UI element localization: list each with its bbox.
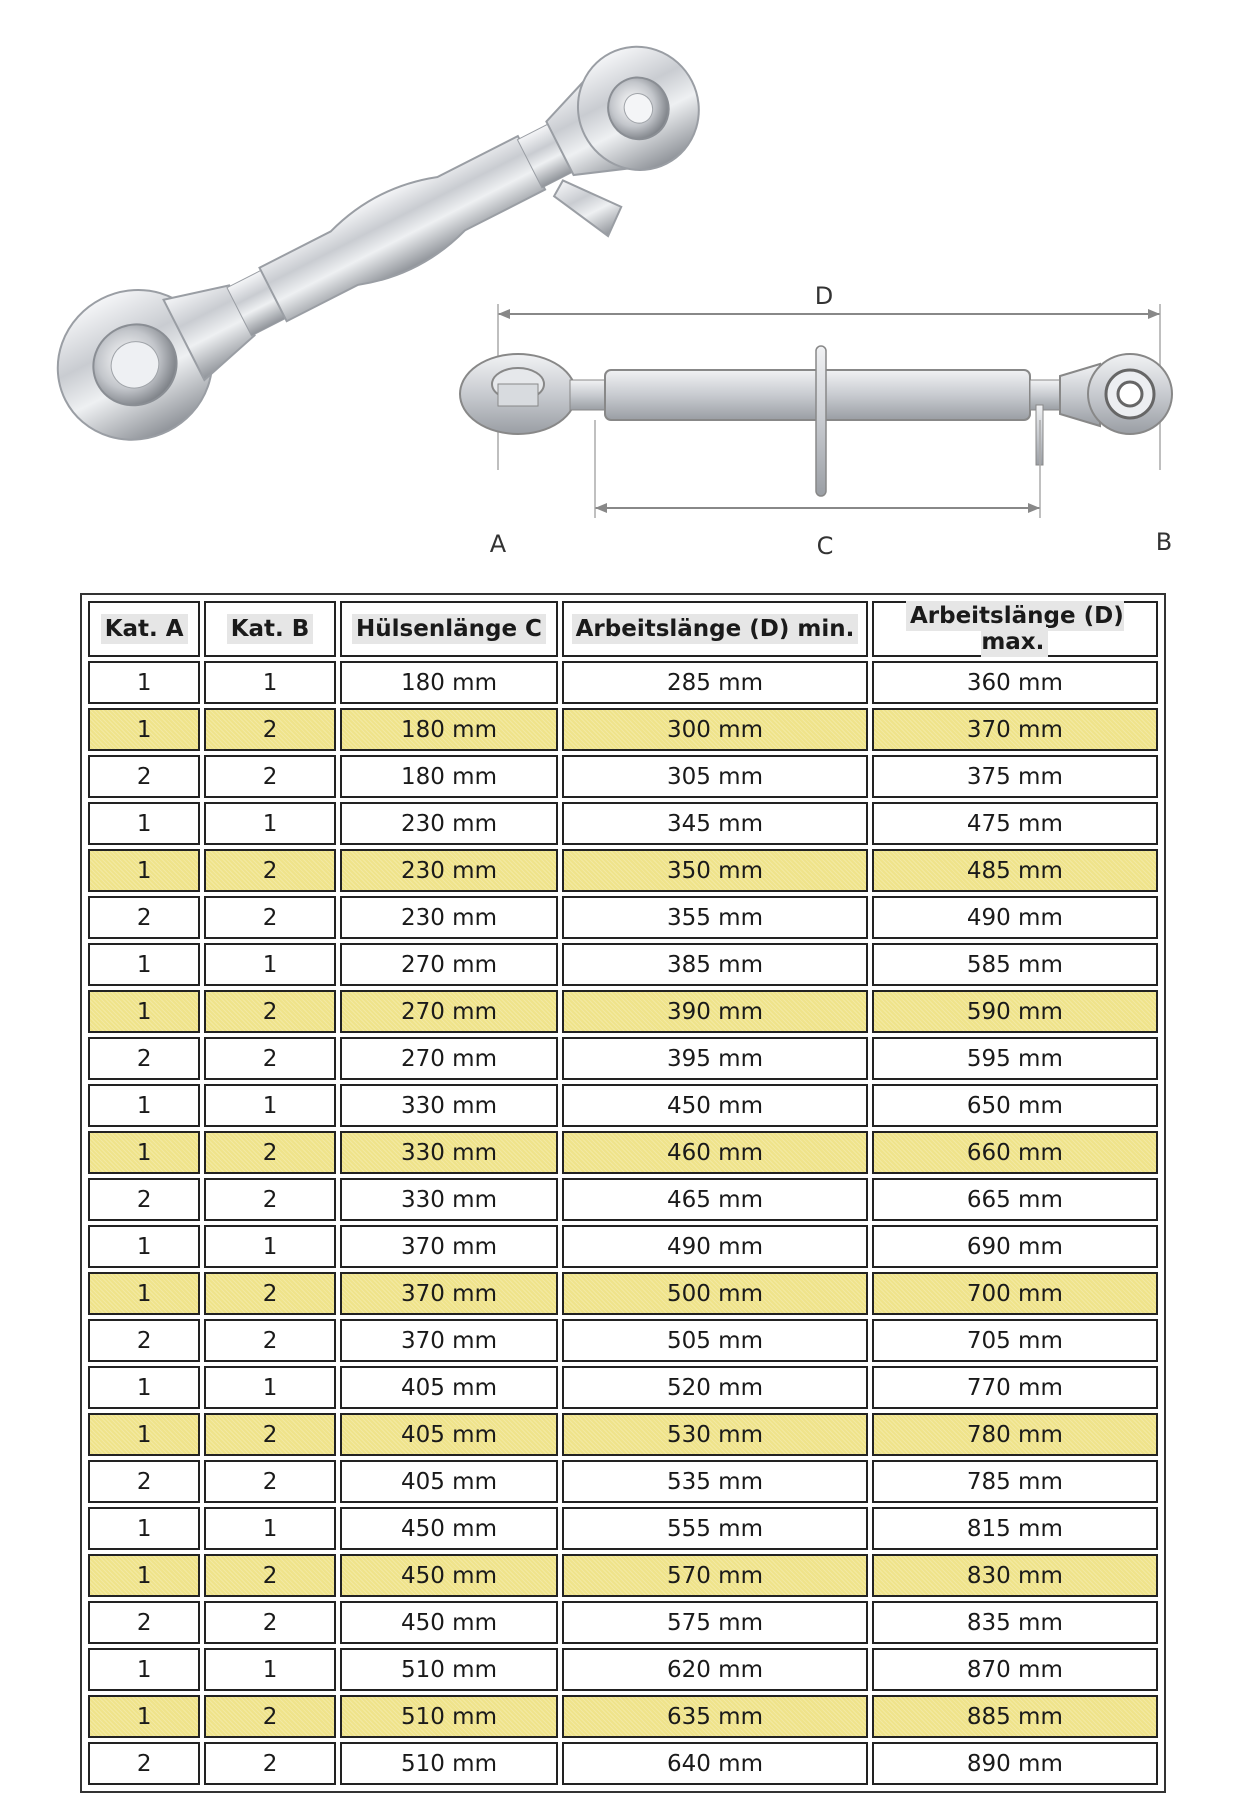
cell-huelsenlaenge-c: 450 mm <box>340 1507 558 1550</box>
cell-huelsenlaenge-c: 510 mm <box>340 1695 558 1738</box>
cell-arbeitslaenge-min: 390 mm <box>562 990 867 1033</box>
cell-arbeitslaenge-max: 665 mm <box>872 1178 1158 1221</box>
table-row <box>88 1037 1158 1080</box>
cell-huelsenlaenge-c: 370 mm <box>340 1225 558 1268</box>
cell-kat-b: 2 <box>204 1178 335 1221</box>
table-body <box>88 661 1158 1785</box>
header-arbeitslaenge-max: Arbeitslänge (D) max. <box>872 601 1158 657</box>
cell-huelsenlaenge-c: 510 mm <box>340 1742 558 1785</box>
cell-kat-b: 2 <box>204 1413 335 1456</box>
cell-kat-a: 1 <box>88 661 200 704</box>
cell-kat-b: 2 <box>204 708 335 751</box>
cell-arbeitslaenge-min: 505 mm <box>562 1319 867 1362</box>
cell-kat-b: 2 <box>204 896 335 939</box>
table-row <box>88 1648 1158 1691</box>
cell-kat-a: 2 <box>88 1460 200 1503</box>
table-row <box>88 661 1158 704</box>
table-row <box>88 1742 1158 1785</box>
cell-kat-a: 1 <box>88 943 200 986</box>
cell-huelsenlaenge-c: 370 mm <box>340 1319 558 1362</box>
cell-arbeitslaenge-min: 345 mm <box>562 802 867 845</box>
dimension-diagram <box>440 280 1230 570</box>
cell-kat-a: 1 <box>88 1695 200 1738</box>
cell-arbeitslaenge-min: 305 mm <box>562 755 867 798</box>
header-kat-a: Kat. A <box>88 601 200 657</box>
cell-huelsenlaenge-c: 270 mm <box>340 990 558 1033</box>
cell-arbeitslaenge-max: 815 mm <box>872 1507 1158 1550</box>
header-huelsenlaenge-c: Hülsenlänge C <box>340 601 558 657</box>
table-header-row <box>88 601 1158 657</box>
cell-huelsenlaenge-c: 180 mm <box>340 661 558 704</box>
cell-arbeitslaenge-max: 375 mm <box>872 755 1158 798</box>
cell-huelsenlaenge-c: 510 mm <box>340 1648 558 1691</box>
cell-kat-b: 1 <box>204 1084 335 1127</box>
cell-kat-a: 1 <box>88 1131 200 1174</box>
cell-arbeitslaenge-max: 650 mm <box>872 1084 1158 1127</box>
cell-huelsenlaenge-c: 405 mm <box>340 1413 558 1456</box>
label-b: B <box>1155 528 1173 556</box>
cell-arbeitslaenge-min: 350 mm <box>562 849 867 892</box>
cell-arbeitslaenge-min: 385 mm <box>562 943 867 986</box>
cell-huelsenlaenge-c: 370 mm <box>340 1272 558 1315</box>
cell-arbeitslaenge-max: 785 mm <box>872 1460 1158 1503</box>
cell-arbeitslaenge-max: 705 mm <box>872 1319 1158 1362</box>
cell-arbeitslaenge-min: 500 mm <box>562 1272 867 1315</box>
table-row <box>88 896 1158 939</box>
cell-arbeitslaenge-min: 355 mm <box>562 896 867 939</box>
cell-kat-a: 1 <box>88 990 200 1033</box>
cell-kat-a: 1 <box>88 708 200 751</box>
cell-kat-a: 1 <box>88 1366 200 1409</box>
cell-arbeitslaenge-max: 780 mm <box>872 1413 1158 1456</box>
cell-kat-b: 1 <box>204 1507 335 1550</box>
table-row <box>88 1695 1158 1738</box>
cell-kat-a: 2 <box>88 1319 200 1362</box>
cell-huelsenlaenge-c: 270 mm <box>340 1037 558 1080</box>
cell-kat-b: 2 <box>204 1037 335 1080</box>
table-row <box>88 1131 1158 1174</box>
cell-kat-b: 2 <box>204 1695 335 1738</box>
header-arbeitslaenge-min: Arbeitslänge (D) min. <box>562 601 867 657</box>
cell-kat-b: 2 <box>204 1272 335 1315</box>
cell-kat-b: 2 <box>204 1460 335 1503</box>
cell-kat-a: 2 <box>88 1742 200 1785</box>
cell-huelsenlaenge-c: 450 mm <box>340 1601 558 1644</box>
cell-huelsenlaenge-c: 405 mm <box>340 1366 558 1409</box>
cell-arbeitslaenge-min: 635 mm <box>562 1695 867 1738</box>
cell-kat-a: 1 <box>88 849 200 892</box>
cell-kat-b: 2 <box>204 1601 335 1644</box>
table-row <box>88 802 1158 845</box>
table-row <box>88 849 1158 892</box>
cell-arbeitslaenge-min: 490 mm <box>562 1225 867 1268</box>
cell-arbeitslaenge-min: 535 mm <box>562 1460 867 1503</box>
cell-kat-a: 2 <box>88 755 200 798</box>
cell-arbeitslaenge-min: 620 mm <box>562 1648 867 1691</box>
table-row <box>88 990 1158 1033</box>
cell-huelsenlaenge-c: 450 mm <box>340 1554 558 1597</box>
table-row <box>88 1413 1158 1456</box>
cell-kat-a: 2 <box>88 1601 200 1644</box>
cell-arbeitslaenge-max: 885 mm <box>872 1695 1158 1738</box>
cell-kat-b: 1 <box>204 1366 335 1409</box>
table-row <box>88 1225 1158 1268</box>
cell-arbeitslaenge-max: 360 mm <box>872 661 1158 704</box>
cell-huelsenlaenge-c: 230 mm <box>340 849 558 892</box>
cell-arbeitslaenge-max: 770 mm <box>872 1366 1158 1409</box>
cell-kat-a: 2 <box>88 1178 200 1221</box>
table-row <box>88 1601 1158 1644</box>
table-row <box>88 1272 1158 1315</box>
cell-kat-b: 1 <box>204 1225 335 1268</box>
cell-kat-b: 2 <box>204 1319 335 1362</box>
cell-arbeitslaenge-max: 490 mm <box>872 896 1158 939</box>
cell-kat-b: 2 <box>204 755 335 798</box>
cell-kat-a: 1 <box>88 1507 200 1550</box>
cell-huelsenlaenge-c: 270 mm <box>340 943 558 986</box>
cell-arbeitslaenge-max: 595 mm <box>872 1037 1158 1080</box>
cell-huelsenlaenge-c: 330 mm <box>340 1084 558 1127</box>
cell-huelsenlaenge-c: 330 mm <box>340 1131 558 1174</box>
cell-arbeitslaenge-min: 555 mm <box>562 1507 867 1550</box>
cell-arbeitslaenge-min: 285 mm <box>562 661 867 704</box>
cell-huelsenlaenge-c: 230 mm <box>340 802 558 845</box>
cell-arbeitslaenge-max: 370 mm <box>872 708 1158 751</box>
cell-arbeitslaenge-min: 570 mm <box>562 1554 867 1597</box>
cell-arbeitslaenge-max: 870 mm <box>872 1648 1158 1691</box>
cell-kat-b: 2 <box>204 849 335 892</box>
table-row <box>88 708 1158 751</box>
cell-huelsenlaenge-c: 330 mm <box>340 1178 558 1221</box>
cell-kat-a: 1 <box>88 1225 200 1268</box>
table-row <box>88 1084 1158 1127</box>
cell-kat-a: 1 <box>88 802 200 845</box>
cell-kat-a: 1 <box>88 1272 200 1315</box>
cell-arbeitslaenge-max: 830 mm <box>872 1554 1158 1597</box>
cell-kat-b: 2 <box>204 1554 335 1597</box>
cell-kat-b: 1 <box>204 1648 335 1691</box>
cell-arbeitslaenge-min: 300 mm <box>562 708 867 751</box>
cell-arbeitslaenge-min: 575 mm <box>562 1601 867 1644</box>
cell-kat-b: 1 <box>204 661 335 704</box>
cell-arbeitslaenge-max: 475 mm <box>872 802 1158 845</box>
table-row <box>88 1178 1158 1221</box>
cell-arbeitslaenge-max: 890 mm <box>872 1742 1158 1785</box>
cell-kat-a: 2 <box>88 1037 200 1080</box>
cell-huelsenlaenge-c: 405 mm <box>340 1460 558 1503</box>
cell-kat-a: 2 <box>88 896 200 939</box>
table-row <box>88 1460 1158 1503</box>
cell-arbeitslaenge-min: 520 mm <box>562 1366 867 1409</box>
spec-table <box>80 593 1166 1793</box>
cell-kat-a: 1 <box>88 1554 200 1597</box>
table-row <box>88 1366 1158 1409</box>
cell-kat-b: 2 <box>204 1131 335 1174</box>
table-row <box>88 1507 1158 1550</box>
cell-arbeitslaenge-min: 465 mm <box>562 1178 867 1221</box>
cell-arbeitslaenge-min: 460 mm <box>562 1131 867 1174</box>
cell-kat-a: 1 <box>88 1413 200 1456</box>
cell-arbeitslaenge-min: 640 mm <box>562 1742 867 1785</box>
cell-arbeitslaenge-max: 660 mm <box>872 1131 1158 1174</box>
cell-arbeitslaenge-max: 485 mm <box>872 849 1158 892</box>
cell-arbeitslaenge-max: 585 mm <box>872 943 1158 986</box>
cell-kat-b: 1 <box>204 802 335 845</box>
cell-arbeitslaenge-max: 700 mm <box>872 1272 1158 1315</box>
cell-kat-b: 1 <box>204 943 335 986</box>
cell-arbeitslaenge-min: 530 mm <box>562 1413 867 1456</box>
label-c: C <box>816 532 834 560</box>
cell-arbeitslaenge-min: 450 mm <box>562 1084 867 1127</box>
cell-kat-b: 2 <box>204 990 335 1033</box>
cell-arbeitslaenge-max: 690 mm <box>872 1225 1158 1268</box>
cell-huelsenlaenge-c: 180 mm <box>340 708 558 751</box>
label-a: A <box>489 530 507 558</box>
cell-kat-a: 1 <box>88 1648 200 1691</box>
table-row <box>88 943 1158 986</box>
label-d: D <box>814 282 834 310</box>
header-kat-b: Kat. B <box>204 601 335 657</box>
cell-kat-b: 2 <box>204 1742 335 1785</box>
cell-arbeitslaenge-max: 835 mm <box>872 1601 1158 1644</box>
cell-arbeitslaenge-max: 590 mm <box>872 990 1158 1033</box>
table-row <box>88 755 1158 798</box>
cell-huelsenlaenge-c: 230 mm <box>340 896 558 939</box>
table-row <box>88 1554 1158 1597</box>
table-row <box>88 1319 1158 1362</box>
cell-kat-a: 1 <box>88 1084 200 1127</box>
cell-arbeitslaenge-min: 395 mm <box>562 1037 867 1080</box>
cell-huelsenlaenge-c: 180 mm <box>340 755 558 798</box>
